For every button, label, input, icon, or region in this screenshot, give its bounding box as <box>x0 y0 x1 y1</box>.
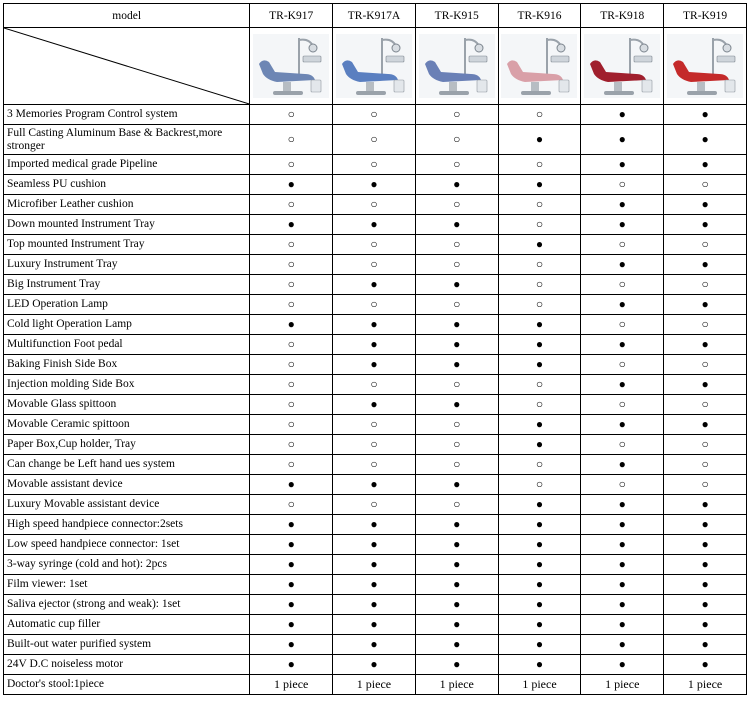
included-dot: ● <box>664 575 747 595</box>
not-included-circle: ○ <box>333 105 416 125</box>
not-included-circle: ○ <box>415 235 498 255</box>
included-dot: ● <box>498 635 581 655</box>
not-included-circle: ○ <box>664 355 747 375</box>
not-included-circle: ○ <box>415 125 498 155</box>
included-dot: ● <box>250 475 333 495</box>
not-included-circle: ○ <box>333 155 416 175</box>
not-included-circle: ○ <box>333 125 416 155</box>
dental-chair-icon <box>584 34 660 98</box>
quantity-cell: 1 piece <box>664 675 747 695</box>
included-dot: ● <box>250 515 333 535</box>
included-dot: ● <box>664 155 747 175</box>
feature-label: Seamless PU cushion <box>4 175 250 195</box>
feature-label: Film viewer: 1set <box>4 575 250 595</box>
feature-row <box>4 615 747 635</box>
feature-label: Luxury Movable assistant device <box>4 495 250 515</box>
included-dot: ● <box>415 215 498 235</box>
not-included-circle: ○ <box>250 195 333 215</box>
not-included-circle: ○ <box>333 455 416 475</box>
not-included-circle: ○ <box>250 105 333 125</box>
included-dot: ● <box>664 335 747 355</box>
feature-row <box>4 255 747 275</box>
included-dot: ● <box>498 335 581 355</box>
not-included-circle: ○ <box>333 435 416 455</box>
model-header: TR-K918 <box>581 4 664 28</box>
included-dot: ● <box>664 535 747 555</box>
included-dot: ● <box>581 125 664 155</box>
not-included-circle: ○ <box>250 235 333 255</box>
feature-label: Multifunction Foot pedal <box>4 335 250 355</box>
included-dot: ● <box>333 535 416 555</box>
included-dot: ● <box>664 105 747 125</box>
included-dot: ● <box>664 375 747 395</box>
not-included-circle: ○ <box>664 435 747 455</box>
spec-sheet <box>3 3 747 695</box>
included-dot: ● <box>498 655 581 675</box>
included-dot: ● <box>581 215 664 235</box>
included-dot: ● <box>333 395 416 415</box>
feature-label: Built-out water purified system <box>4 635 250 655</box>
not-included-circle: ○ <box>581 475 664 495</box>
feature-row <box>4 555 747 575</box>
feature-row <box>4 675 747 695</box>
feature-row <box>4 655 747 675</box>
not-included-circle: ○ <box>415 375 498 395</box>
not-included-circle: ○ <box>498 105 581 125</box>
feature-row <box>4 295 747 315</box>
included-dot: ● <box>664 495 747 515</box>
feature-row <box>4 635 747 655</box>
included-dot: ● <box>415 655 498 675</box>
not-included-circle: ○ <box>250 375 333 395</box>
included-dot: ● <box>581 555 664 575</box>
feature-row <box>4 335 747 355</box>
dental-chair-icon <box>501 34 577 98</box>
image-row <box>4 28 747 105</box>
included-dot: ● <box>415 475 498 495</box>
feature-label: LED Operation Lamp <box>4 295 250 315</box>
feature-row <box>4 355 747 375</box>
included-dot: ● <box>333 335 416 355</box>
not-included-circle: ○ <box>498 215 581 235</box>
feature-label: Saliva ejector (strong and weak): 1set <box>4 595 250 615</box>
not-included-circle: ○ <box>498 155 581 175</box>
feature-label: Microfiber Leather cushion <box>4 195 250 215</box>
feature-row <box>4 125 747 155</box>
included-dot: ● <box>250 535 333 555</box>
included-dot: ● <box>250 635 333 655</box>
not-included-circle: ○ <box>498 195 581 215</box>
not-included-circle: ○ <box>250 335 333 355</box>
not-included-circle: ○ <box>664 275 747 295</box>
included-dot: ● <box>664 295 747 315</box>
dental-chair-image <box>581 28 664 105</box>
included-dot: ● <box>250 555 333 575</box>
included-dot: ● <box>664 125 747 155</box>
not-included-circle: ○ <box>333 295 416 315</box>
feature-label: 24V D.C noiseless motor <box>4 655 250 675</box>
not-included-circle: ○ <box>333 255 416 275</box>
included-dot: ● <box>415 175 498 195</box>
included-dot: ● <box>415 555 498 575</box>
feature-row <box>4 195 747 215</box>
not-included-circle: ○ <box>250 255 333 275</box>
quantity-cell: 1 piece <box>333 675 416 695</box>
feature-row <box>4 275 747 295</box>
feature-label: Baking Finish Side Box <box>4 355 250 375</box>
included-dot: ● <box>581 105 664 125</box>
feature-label: Top mounted Instrument Tray <box>4 235 250 255</box>
feature-row <box>4 495 747 515</box>
header-row <box>4 4 747 28</box>
included-dot: ● <box>498 315 581 335</box>
included-dot: ● <box>581 335 664 355</box>
model-header: TR-K919 <box>664 4 747 28</box>
dental-chair-image <box>415 28 498 105</box>
included-dot: ● <box>581 635 664 655</box>
not-included-circle: ○ <box>664 175 747 195</box>
feature-row <box>4 395 747 415</box>
included-dot: ● <box>498 575 581 595</box>
not-included-circle: ○ <box>333 375 416 395</box>
not-included-circle: ○ <box>415 295 498 315</box>
dental-chair-image <box>664 28 747 105</box>
not-included-circle: ○ <box>250 125 333 155</box>
feature-row <box>4 315 747 335</box>
feature-label: Doctor's stool:1piece <box>4 675 250 695</box>
included-dot: ● <box>250 655 333 675</box>
comparison-table <box>3 3 747 695</box>
included-dot: ● <box>250 615 333 635</box>
dental-chair-image <box>333 28 416 105</box>
not-included-circle: ○ <box>415 105 498 125</box>
feature-label: Big Instrument Tray <box>4 275 250 295</box>
included-dot: ● <box>581 255 664 275</box>
not-included-circle: ○ <box>498 395 581 415</box>
feature-row <box>4 415 747 435</box>
model-header: TR-K917A <box>333 4 416 28</box>
feature-row <box>4 435 747 455</box>
not-included-circle: ○ <box>250 155 333 175</box>
included-dot: ● <box>415 335 498 355</box>
feature-row <box>4 595 747 615</box>
not-included-circle: ○ <box>581 355 664 375</box>
dental-chair-icon <box>667 34 743 98</box>
not-included-circle: ○ <box>250 455 333 475</box>
not-included-circle: ○ <box>333 195 416 215</box>
included-dot: ● <box>415 395 498 415</box>
feature-row <box>4 105 747 125</box>
model-header: TR-K915 <box>415 4 498 28</box>
included-dot: ● <box>250 215 333 235</box>
not-included-circle: ○ <box>250 275 333 295</box>
feature-body <box>4 105 747 695</box>
feature-row <box>4 235 747 255</box>
included-dot: ● <box>250 175 333 195</box>
included-dot: ● <box>498 415 581 435</box>
not-included-circle: ○ <box>581 315 664 335</box>
feature-label: High speed handpiece connector:2sets <box>4 515 250 535</box>
feature-row <box>4 155 747 175</box>
feature-row <box>4 175 747 195</box>
not-included-circle: ○ <box>333 235 416 255</box>
dental-chair-icon <box>253 34 329 98</box>
included-dot: ● <box>581 495 664 515</box>
included-dot: ● <box>415 515 498 535</box>
not-included-circle: ○ <box>250 415 333 435</box>
dental-chair-image <box>250 28 333 105</box>
not-included-circle: ○ <box>664 455 747 475</box>
not-included-circle: ○ <box>415 495 498 515</box>
feature-label: Injection molding Side Box <box>4 375 250 395</box>
included-dot: ● <box>333 575 416 595</box>
included-dot: ● <box>333 175 416 195</box>
included-dot: ● <box>333 615 416 635</box>
feature-label: 3 Memories Program Control system <box>4 105 250 125</box>
dental-chair-icon <box>336 34 412 98</box>
included-dot: ● <box>664 555 747 575</box>
included-dot: ● <box>664 595 747 615</box>
not-included-circle: ○ <box>250 435 333 455</box>
included-dot: ● <box>333 275 416 295</box>
included-dot: ● <box>498 495 581 515</box>
not-included-circle: ○ <box>250 495 333 515</box>
included-dot: ● <box>333 475 416 495</box>
not-included-circle: ○ <box>333 415 416 435</box>
not-included-circle: ○ <box>498 255 581 275</box>
not-included-circle: ○ <box>664 475 747 495</box>
included-dot: ● <box>415 355 498 375</box>
not-included-circle: ○ <box>415 195 498 215</box>
feature-label: Cold light Operation Lamp <box>4 315 250 335</box>
feature-label: Movable Ceramic spittoon <box>4 415 250 435</box>
included-dot: ● <box>333 635 416 655</box>
not-included-circle: ○ <box>250 395 333 415</box>
quantity-cell: 1 piece <box>581 675 664 695</box>
feature-row <box>4 515 747 535</box>
included-dot: ● <box>415 595 498 615</box>
included-dot: ● <box>664 215 747 235</box>
quantity-cell: 1 piece <box>498 675 581 695</box>
not-included-circle: ○ <box>498 475 581 495</box>
quantity-cell: 1 piece <box>415 675 498 695</box>
feature-label: Movable Glass spittoon <box>4 395 250 415</box>
included-dot: ● <box>664 655 747 675</box>
diagonal-line <box>4 28 249 104</box>
model-header: TR-K917 <box>250 4 333 28</box>
included-dot: ● <box>581 535 664 555</box>
feature-label: Movable assistant device <box>4 475 250 495</box>
feature-row <box>4 475 747 495</box>
included-dot: ● <box>581 415 664 435</box>
not-included-circle: ○ <box>250 295 333 315</box>
not-included-circle: ○ <box>498 275 581 295</box>
included-dot: ● <box>333 355 416 375</box>
feature-row <box>4 215 747 235</box>
not-included-circle: ○ <box>581 435 664 455</box>
included-dot: ● <box>581 375 664 395</box>
dental-chair-icon <box>419 34 495 98</box>
included-dot: ● <box>664 615 747 635</box>
included-dot: ● <box>250 595 333 615</box>
model-column-header: model <box>4 4 250 28</box>
dental-chair-image <box>498 28 581 105</box>
not-included-circle: ○ <box>581 175 664 195</box>
included-dot: ● <box>415 615 498 635</box>
included-dot: ● <box>333 315 416 335</box>
included-dot: ● <box>333 215 416 235</box>
included-dot: ● <box>664 415 747 435</box>
included-dot: ● <box>581 515 664 535</box>
included-dot: ● <box>333 595 416 615</box>
included-dot: ● <box>498 125 581 155</box>
included-dot: ● <box>498 615 581 635</box>
not-included-circle: ○ <box>581 395 664 415</box>
included-dot: ● <box>581 455 664 475</box>
included-dot: ● <box>581 155 664 175</box>
included-dot: ● <box>664 255 747 275</box>
feature-label: Luxury Instrument Tray <box>4 255 250 275</box>
included-dot: ● <box>250 315 333 335</box>
not-included-circle: ○ <box>415 435 498 455</box>
not-included-circle: ○ <box>333 495 416 515</box>
included-dot: ● <box>498 355 581 375</box>
feature-label: Automatic cup filler <box>4 615 250 635</box>
included-dot: ● <box>333 555 416 575</box>
not-included-circle: ○ <box>415 155 498 175</box>
not-included-circle: ○ <box>581 275 664 295</box>
feature-row <box>4 375 747 395</box>
feature-label: Full Casting Aluminum Base & Backrest,more stronger <box>4 125 250 155</box>
included-dot: ● <box>581 655 664 675</box>
not-included-circle: ○ <box>498 455 581 475</box>
not-included-circle: ○ <box>498 295 581 315</box>
included-dot: ● <box>664 515 747 535</box>
included-dot: ● <box>664 195 747 215</box>
not-included-circle: ○ <box>250 355 333 375</box>
feature-label: Low speed handpiece connector: 1set <box>4 535 250 555</box>
feature-label: Down mounted Instrument Tray <box>4 215 250 235</box>
feature-row <box>4 575 747 595</box>
included-dot: ● <box>498 555 581 575</box>
included-dot: ● <box>498 515 581 535</box>
included-dot: ● <box>415 635 498 655</box>
included-dot: ● <box>581 615 664 635</box>
feature-row <box>4 535 747 555</box>
included-dot: ● <box>415 575 498 595</box>
included-dot: ● <box>333 655 416 675</box>
feature-row <box>4 455 747 475</box>
included-dot: ● <box>581 295 664 315</box>
not-included-circle: ○ <box>664 395 747 415</box>
included-dot: ● <box>498 535 581 555</box>
not-included-circle: ○ <box>498 375 581 395</box>
feature-label: Can change be Left hand ues system <box>4 455 250 475</box>
included-dot: ● <box>415 315 498 335</box>
included-dot: ● <box>250 575 333 595</box>
diagonal-cell <box>4 28 250 105</box>
included-dot: ● <box>333 515 416 535</box>
feature-label: Imported medical grade Pipeline <box>4 155 250 175</box>
not-included-circle: ○ <box>415 415 498 435</box>
not-included-circle: ○ <box>664 315 747 335</box>
included-dot: ● <box>415 275 498 295</box>
quantity-cell: 1 piece <box>250 675 333 695</box>
included-dot: ● <box>498 435 581 455</box>
included-dot: ● <box>415 535 498 555</box>
included-dot: ● <box>581 575 664 595</box>
model-header: TR-K916 <box>498 4 581 28</box>
not-included-circle: ○ <box>581 235 664 255</box>
included-dot: ● <box>498 175 581 195</box>
not-included-circle: ○ <box>664 235 747 255</box>
not-included-circle: ○ <box>415 255 498 275</box>
feature-label: Paper Box,Cup holder, Tray <box>4 435 250 455</box>
included-dot: ● <box>581 195 664 215</box>
included-dot: ● <box>664 635 747 655</box>
included-dot: ● <box>498 595 581 615</box>
included-dot: ● <box>498 235 581 255</box>
feature-label: 3-way syringe (cold and hot): 2pcs <box>4 555 250 575</box>
not-included-circle: ○ <box>415 455 498 475</box>
included-dot: ● <box>581 595 664 615</box>
